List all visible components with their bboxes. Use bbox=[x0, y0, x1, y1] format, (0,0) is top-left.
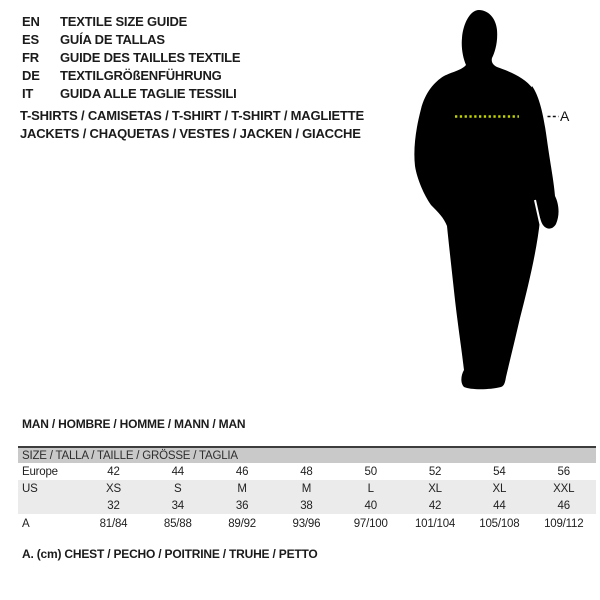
lang-label: GUIDA ALLE TAGLIE TESSILI bbox=[60, 86, 237, 101]
man-silhouette-figure bbox=[400, 0, 600, 400]
size-table-header-row bbox=[18, 447, 596, 463]
garment-line-jackets: JACKETS / CHAQUETAS / VESTES / JACKEN / GIACCHE bbox=[20, 126, 361, 141]
size-cell: XL bbox=[467, 480, 531, 497]
size-cell: 42 bbox=[403, 497, 467, 514]
lang-label: GUIDE DES TAILLES TEXTILE bbox=[60, 50, 241, 65]
man-silhouette-svg bbox=[400, 0, 600, 400]
language-guide-list bbox=[22, 13, 240, 103]
size-cell: 44 bbox=[467, 497, 531, 514]
lang-row-es bbox=[22, 31, 240, 49]
size-cell: 40 bbox=[339, 497, 403, 514]
lang-row-de bbox=[22, 67, 240, 85]
size-cell: 109/112 bbox=[532, 514, 597, 533]
man-silhouette bbox=[414, 10, 540, 389]
lang-row-en bbox=[22, 13, 240, 31]
garment-types bbox=[20, 107, 364, 143]
size-cell: XS bbox=[81, 480, 145, 497]
size-cell: 32 bbox=[81, 497, 145, 514]
row-label bbox=[18, 497, 81, 514]
size-cell: 54 bbox=[467, 463, 531, 480]
size-cell: 85/88 bbox=[146, 514, 210, 533]
section-title-man: MAN / HOMBRE / HOMME / MANN / MAN bbox=[22, 417, 246, 431]
size-cell: 48 bbox=[274, 463, 338, 480]
lang-label: TEXTILGRÖßENFÜHRUNG bbox=[60, 68, 222, 83]
size-cell: 36 bbox=[210, 497, 274, 514]
size-cell: 105/108 bbox=[467, 514, 531, 533]
table-row-chest-a bbox=[18, 514, 596, 533]
size-cell: XXL bbox=[532, 480, 597, 497]
size-cell: 46 bbox=[210, 463, 274, 480]
garment-line-tshirts: T-SHIRTS / CAMISETAS / T-SHIRT / T-SHIRT / MAGLIETTE bbox=[20, 108, 364, 123]
size-cell: L bbox=[339, 480, 403, 497]
lang-row-it bbox=[22, 85, 240, 103]
size-cell: 34 bbox=[146, 497, 210, 514]
size-cell: 46 bbox=[532, 497, 597, 514]
size-cell: 101/104 bbox=[403, 514, 467, 533]
size-cell: S bbox=[146, 480, 210, 497]
lang-code: IT bbox=[22, 86, 34, 101]
size-cell: XL bbox=[403, 480, 467, 497]
lang-code: EN bbox=[22, 14, 40, 29]
row-label: A bbox=[18, 514, 81, 533]
size-cell: 56 bbox=[532, 463, 597, 480]
size-cell: 44 bbox=[146, 463, 210, 480]
lang-label: TEXTILE SIZE GUIDE bbox=[60, 14, 188, 29]
row-label: US bbox=[18, 480, 81, 497]
size-cell: 97/100 bbox=[339, 514, 403, 533]
size-cell: 81/84 bbox=[81, 514, 145, 533]
size-cell: M bbox=[274, 480, 338, 497]
measurement-label-a: A bbox=[560, 108, 570, 124]
lang-label: GUÍA DE TALLAS bbox=[60, 32, 165, 47]
lang-code: FR bbox=[22, 50, 39, 65]
size-cell: 42 bbox=[81, 463, 145, 480]
table-row-us bbox=[18, 480, 596, 497]
size-cell: M bbox=[210, 480, 274, 497]
table-row-numeric bbox=[18, 497, 596, 514]
lang-code: ES bbox=[22, 32, 39, 47]
size-cell: 50 bbox=[339, 463, 403, 480]
measurement-legend: A. (cm) CHEST / PECHO / POITRINE / TRUHE / PETTO bbox=[22, 547, 318, 561]
size-cell: 93/96 bbox=[274, 514, 338, 533]
table-row-europe bbox=[18, 463, 596, 480]
size-cell: 52 bbox=[403, 463, 467, 480]
size-cell: 38 bbox=[274, 497, 338, 514]
row-label: Europe bbox=[18, 463, 81, 480]
size-cell: 89/92 bbox=[210, 514, 274, 533]
size-table bbox=[18, 446, 596, 533]
lang-row-fr bbox=[22, 49, 240, 67]
lang-code: DE bbox=[22, 68, 40, 83]
size-table-header: SIZE / TALLA / TAILLE / GRÖSSE / TAGLIA bbox=[18, 447, 596, 463]
